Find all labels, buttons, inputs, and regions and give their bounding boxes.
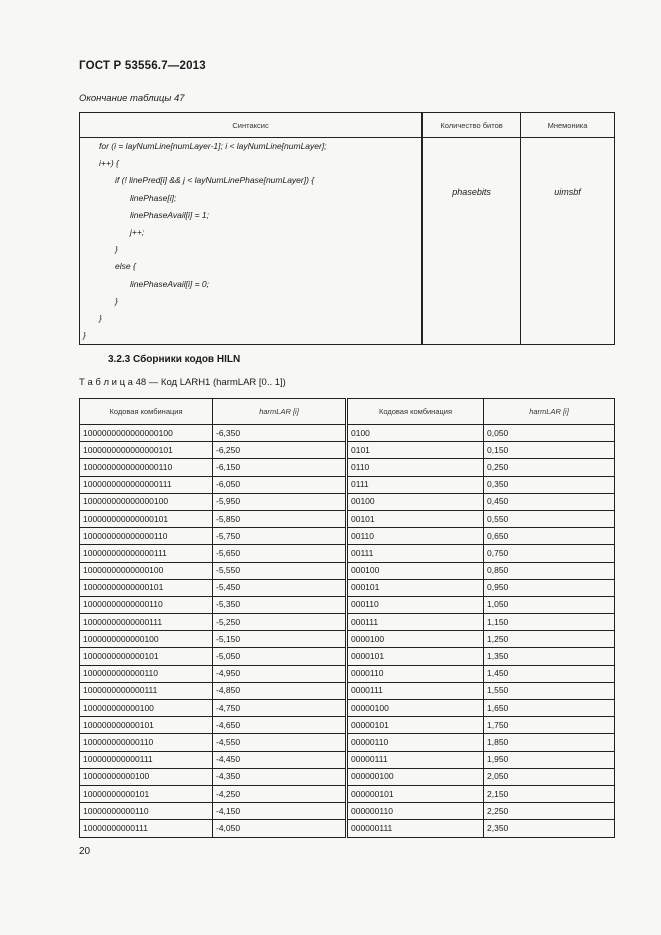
table-row xyxy=(80,717,615,734)
syntax-table-header-row xyxy=(80,113,615,138)
harmlar-value-cell: -4,350 xyxy=(213,768,347,785)
harmlar-value-cell: 2,150 xyxy=(484,785,615,802)
table-row xyxy=(80,803,615,820)
column-header-harmlar-1: harmLAR [i] xyxy=(213,399,347,425)
harmlar-value-cell: 2,050 xyxy=(484,768,615,785)
harmlar-value-cell: 0,250 xyxy=(484,459,615,476)
harmlar-value-cell: 0,050 xyxy=(484,425,615,442)
code-combination-cell: 000100 xyxy=(347,562,484,579)
code-line: linePhaseAvail[i] = 0; xyxy=(130,278,209,289)
harmlar-value-cell: 0,550 xyxy=(484,510,615,527)
table-row xyxy=(80,614,615,631)
mnemonic-cell xyxy=(521,138,615,345)
harmlar-value-cell: 1,050 xyxy=(484,596,615,613)
syntax-code-cell xyxy=(80,138,423,345)
code-combination-cell: 10000000000000100 xyxy=(80,562,213,579)
harmlar-value-cell: -4,850 xyxy=(213,682,347,699)
code-combination-cell: 00101 xyxy=(347,510,484,527)
harmlar-value-cell: 0,950 xyxy=(484,579,615,596)
code-combination-cell: 10000000000110 xyxy=(80,803,213,820)
harmlar-value-cell: 1,950 xyxy=(484,751,615,768)
code-combination-cell: 100000000000101 xyxy=(80,717,213,734)
table-row xyxy=(80,528,615,545)
code-combination-cell: 100000000000000110 xyxy=(80,528,213,545)
code-combination-cell: 00111 xyxy=(347,545,484,562)
code-combination-cell: 100000000000111 xyxy=(80,751,213,768)
code-combination-cell: 1000000000000000101 xyxy=(80,442,213,459)
harmlar-value-cell: -4,650 xyxy=(213,717,347,734)
harmlar-value-cell: 0,750 xyxy=(484,545,615,562)
code-combination-cell: 100000000000110 xyxy=(80,734,213,751)
harmlar-value-cell: 1,750 xyxy=(484,717,615,734)
table-row xyxy=(80,442,615,459)
table-row xyxy=(80,785,615,802)
harmlar-value-cell: -5,750 xyxy=(213,528,347,545)
code-combination-cell: 1000000000000111 xyxy=(80,682,213,699)
code-combination-cell: 000000100 xyxy=(347,768,484,785)
column-header-bits: Количество битов xyxy=(422,113,520,138)
code-combination-cell: 0101 xyxy=(347,442,484,459)
table-row xyxy=(80,459,615,476)
harmlar-value-cell: -5,150 xyxy=(213,631,347,648)
table-row xyxy=(80,820,615,837)
harmlar-value-cell: -5,450 xyxy=(213,579,347,596)
code-combination-cell: 10000000000101 xyxy=(80,785,213,802)
table-row xyxy=(80,751,615,768)
code-line: linePhase[i]; xyxy=(130,192,177,203)
code-combination-cell: 1000000000000000100 xyxy=(80,425,213,442)
code-combination-cell: 0000110 xyxy=(347,665,484,682)
code-combination-cell: 0110 xyxy=(347,459,484,476)
code-line: else { xyxy=(115,261,136,272)
harmlar-value-cell: -4,250 xyxy=(213,785,347,802)
harmlar-value-cell: 1,650 xyxy=(484,700,615,717)
table-row xyxy=(80,648,615,665)
code-line: } xyxy=(99,312,102,323)
harmlar-value-cell: -6,150 xyxy=(213,459,347,476)
table-row xyxy=(80,734,615,751)
code-table-body xyxy=(80,425,615,838)
code-combination-cell: 1000000000000000111 xyxy=(80,476,213,493)
table-row xyxy=(80,425,615,442)
code-combination-cell: 100000000000000101 xyxy=(80,510,213,527)
column-header-harmlar-2: harmLAR [i] xyxy=(484,399,615,425)
table-row xyxy=(80,545,615,562)
code-line: } xyxy=(115,244,118,255)
document-header: ГОСТ Р 53556.7—2013 xyxy=(79,60,206,72)
code-combination-cell: 100000000000100 xyxy=(80,700,213,717)
column-header-mnemonic: Мнемоника xyxy=(521,113,615,138)
code-combination-cell: 00000101 xyxy=(347,717,484,734)
table-47-continuation-caption: Окончание таблицы 47 xyxy=(79,93,185,104)
code-table-larh1 xyxy=(79,398,615,838)
harmlar-value-cell: 2,350 xyxy=(484,820,615,837)
table-row xyxy=(80,631,615,648)
harmlar-value-cell: 0,150 xyxy=(484,442,615,459)
harmlar-value-cell: 0,850 xyxy=(484,562,615,579)
code-combination-cell: 1000000000000110 xyxy=(80,665,213,682)
code-table-header-row xyxy=(80,399,615,425)
column-header-code-combination-2: Кодовая комбинация xyxy=(347,399,484,425)
code-combination-cell: 10000000000000111 xyxy=(80,614,213,631)
code-combination-cell: 0000100 xyxy=(347,631,484,648)
code-combination-cell: 00000111 xyxy=(347,751,484,768)
harmlar-value-cell: -4,050 xyxy=(213,820,347,837)
table-row xyxy=(80,768,615,785)
code-line: linePhaseAvail[i] = 1; xyxy=(130,209,209,220)
code-combination-cell: 000000101 xyxy=(347,785,484,802)
section-title: 3.2.3 Сборники кодов HILN xyxy=(108,354,241,365)
harmlar-value-cell: 1,150 xyxy=(484,614,615,631)
code-combination-cell: 1000000000000100 xyxy=(80,631,213,648)
code-combination-cell: 0100 xyxy=(347,425,484,442)
column-header-syntax: Синтаксис xyxy=(80,113,423,138)
mnemonic-value: uimsbf xyxy=(554,187,581,197)
harmlar-value-cell: -4,550 xyxy=(213,734,347,751)
column-header-code-combination-1: Кодовая комбинация xyxy=(80,399,213,425)
harmlar-value-cell: -5,550 xyxy=(213,562,347,579)
code-combination-cell: 00110 xyxy=(347,528,484,545)
bits-value: phasebits xyxy=(452,187,491,197)
page-number: 20 xyxy=(79,846,91,857)
syntax-table xyxy=(79,112,615,345)
table-row xyxy=(80,596,615,613)
harmlar-value-cell: 1,450 xyxy=(484,665,615,682)
table-row xyxy=(80,579,615,596)
code-combination-cell: 0000101 xyxy=(347,648,484,665)
syntax-table-body-row xyxy=(80,138,615,345)
code-combination-cell: 000111 xyxy=(347,614,484,631)
harmlar-value-cell: 0,650 xyxy=(484,528,615,545)
code-combination-cell: 000110 xyxy=(347,596,484,613)
code-line: i++) { xyxy=(99,158,119,169)
code-combination-cell: 00000110 xyxy=(347,734,484,751)
harmlar-value-cell: -4,450 xyxy=(213,751,347,768)
table-48-caption: Т а б л и ц а 48 — Код LARH1 (harmLAR [0.. 1]) xyxy=(79,377,286,388)
harmlar-value-cell: -4,150 xyxy=(213,803,347,820)
harmlar-value-cell: 2,250 xyxy=(484,803,615,820)
harmlar-value-cell: 1,350 xyxy=(484,648,615,665)
harmlar-value-cell: -5,050 xyxy=(213,648,347,665)
table-row xyxy=(80,476,615,493)
harmlar-value-cell: -4,950 xyxy=(213,665,347,682)
code-combination-cell: 0000111 xyxy=(347,682,484,699)
harmlar-value-cell: 1,550 xyxy=(484,682,615,699)
code-combination-cell: 10000000000000101 xyxy=(80,579,213,596)
harmlar-value-cell: 0,350 xyxy=(484,476,615,493)
code-combination-cell: 0111 xyxy=(347,476,484,493)
code-combination-cell: 100000000000000111 xyxy=(80,545,213,562)
code-line: } xyxy=(83,330,86,341)
bits-cell xyxy=(422,138,520,345)
code-combination-cell: 10000000000111 xyxy=(80,820,213,837)
harmlar-value-cell: -5,950 xyxy=(213,493,347,510)
harmlar-value-cell: -5,250 xyxy=(213,614,347,631)
table-row xyxy=(80,510,615,527)
harmlar-value-cell: -6,050 xyxy=(213,476,347,493)
code-combination-cell: 1000000000000101 xyxy=(80,648,213,665)
table-row xyxy=(80,493,615,510)
harmlar-value-cell: -6,350 xyxy=(213,425,347,442)
code-line: for (i = layNumLine[numLayer-1]; i < layNumLine[numLayer]; xyxy=(99,141,327,151)
code-line: } xyxy=(115,295,118,306)
code-combination-cell: 00100 xyxy=(347,493,484,510)
code-combination-cell: 10000000000000110 xyxy=(80,596,213,613)
table-row xyxy=(80,682,615,699)
table-row xyxy=(80,665,615,682)
code-combination-cell: 1000000000000000110 xyxy=(80,459,213,476)
harmlar-value-cell: 1,250 xyxy=(484,631,615,648)
table-row xyxy=(80,700,615,717)
harmlar-value-cell: -5,350 xyxy=(213,596,347,613)
code-combination-cell: 000000111 xyxy=(347,820,484,837)
harmlar-value-cell: 1,850 xyxy=(484,734,615,751)
harmlar-value-cell: -5,850 xyxy=(213,510,347,527)
code-line: j++; xyxy=(130,226,145,237)
code-combination-cell: 000101 xyxy=(347,579,484,596)
code-combination-cell: 000000110 xyxy=(347,803,484,820)
harmlar-value-cell: -4,750 xyxy=(213,700,347,717)
code-combination-cell: 10000000000100 xyxy=(80,768,213,785)
harmlar-value-cell: -5,650 xyxy=(213,545,347,562)
code-combination-cell: 100000000000000100 xyxy=(80,493,213,510)
table-row xyxy=(80,562,615,579)
code-line: if (! linePred[i] && j < layNumLinePhase[numLayer]) { xyxy=(115,175,315,186)
harmlar-value-cell: 0,450 xyxy=(484,493,615,510)
code-combination-cell: 00000100 xyxy=(347,700,484,717)
harmlar-value-cell: -6,250 xyxy=(213,442,347,459)
